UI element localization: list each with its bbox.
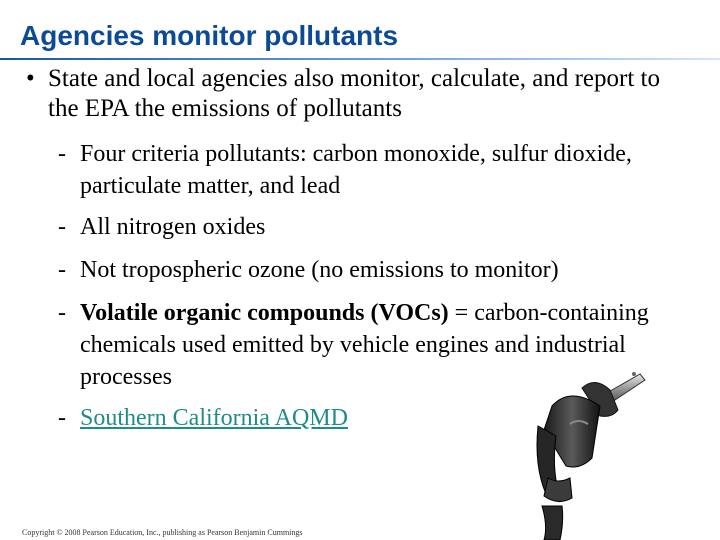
- subbullet-marker: -: [58, 214, 66, 240]
- aqmd-link[interactable]: Southern California AQMD: [80, 405, 348, 431]
- title-underline: [0, 58, 720, 60]
- subbullet-text: All nitrogen oxides: [80, 214, 266, 240]
- subbullet-text: Not tropospheric ozone (no emissions to monitor): [80, 257, 559, 283]
- subbullet-text: Four criteria pollutants: carbon monoxide, sulfur dioxide, particulate matter, and lead: [80, 141, 632, 199]
- slide-title: Agencies monitor pollutants: [20, 20, 399, 51]
- subbullet-marker: -: [58, 405, 66, 431]
- fuel-nozzle-icon: [500, 366, 670, 540]
- subbullet-marker: -: [58, 141, 66, 167]
- voc-definition: = carbon-containing chemicals used emitted by vehicle engines and industrial processes: [80, 300, 649, 390]
- voc-term: Volatile organic compounds (VOCs): [80, 300, 449, 326]
- subbullet-marker: -: [58, 300, 66, 326]
- subbullet-marker: -: [58, 257, 66, 283]
- copyright-notice: Copyright © 2008 Pearson Education, Inc., publishing as Pearson Benjamin Cummings: [22, 528, 303, 537]
- bullet-marker: •: [26, 65, 35, 92]
- main-bullet-text: State and local agencies also monitor, calculate, and report to the EPA the emissions of pollutants: [48, 65, 660, 122]
